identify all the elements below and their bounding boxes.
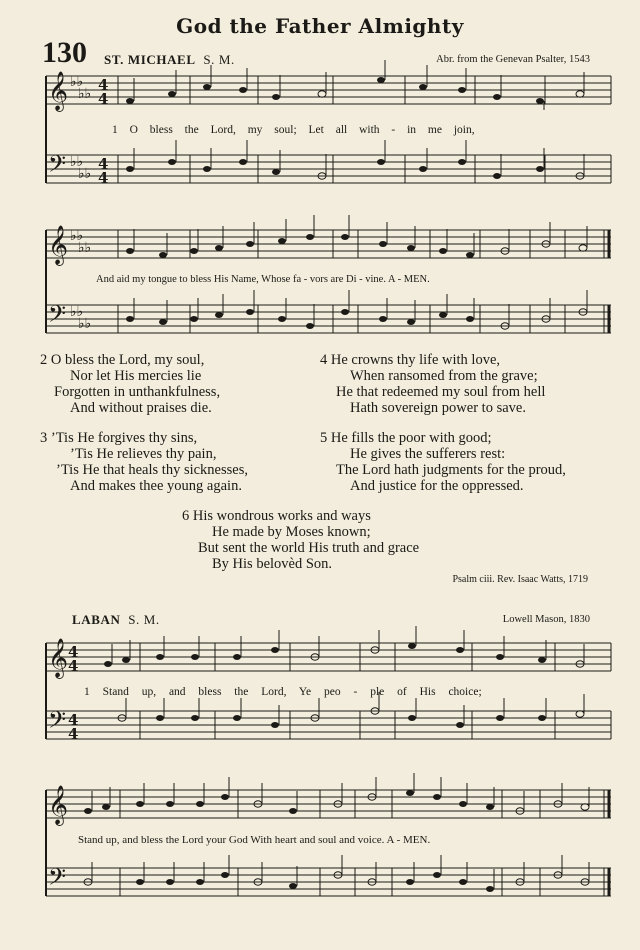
stanza-line: ’Tis He that heals thy sicknesses, — [56, 462, 248, 478]
stanza-line: He made by Moses known; — [212, 524, 371, 540]
stanza-4 — [320, 352, 545, 416]
svg-text:4: 4 — [98, 90, 109, 108]
svg-text:4: 4 — [98, 169, 109, 187]
treble-clef-icon-3: 𝄞 — [48, 638, 69, 678]
composer-attribution: Abr. from the Genevan Psalter, 1543 — [436, 54, 590, 65]
stanza-2 — [40, 352, 220, 416]
bass-staff-4 — [46, 868, 611, 896]
stanza-line: 6 His wondrous works and ways — [182, 508, 371, 524]
svg-text:♭♭: ♭♭ — [78, 240, 92, 256]
stanza-line: Hath sovereign power to save. — [350, 400, 526, 416]
stanza-line: 4 He crowns thy life with love, — [320, 352, 501, 368]
stanza-line: He that redeemed my soul from hell — [336, 384, 546, 400]
svg-text:♭♭: ♭♭ — [70, 74, 84, 90]
svg-text:♭♭: ♭♭ — [70, 154, 84, 170]
svg-text:4: 4 — [68, 725, 79, 743]
treble-clef-icon-4: 𝄞 — [48, 785, 69, 825]
composer-attribution-laban: Lowell Mason, 1830 — [502, 614, 590, 625]
hymn-number: 130 — [42, 36, 87, 69]
tune-meter: S. M. — [128, 612, 160, 627]
svg-text:4: 4 — [68, 643, 79, 661]
tune-meter: S. M. — [203, 52, 235, 67]
treble-clef-icon: 𝄞 — [48, 71, 69, 111]
stanza-line: 3 ’Tis He forgives thy sins, — [40, 430, 198, 446]
tune-name: ST. MICHAEL — [104, 52, 196, 67]
svg-text:♭♭: ♭♭ — [70, 304, 84, 320]
svg-text:4: 4 — [68, 657, 79, 675]
stanza-line: By His belovèd Son. — [212, 556, 333, 572]
lyric-line-4: Stand up, and bless the Lord your God With heart and soul and voice. A - MEN. — [78, 834, 431, 846]
stanza-line: When ransomed from the grave; — [350, 368, 538, 384]
page-title: God the Father Almighty — [176, 14, 464, 38]
stanza-line: And without praises die. — [70, 400, 212, 416]
tune-name: LABAN — [72, 612, 121, 627]
treble-clef-icon-2: 𝄞 — [48, 225, 69, 265]
lyric-line-3: 1 Stand up, and bless the Lord, Ye peo - ple of His choice; — [84, 686, 482, 698]
lyric-line-1: 1 O bless the Lord, my soul; Let all with - in me join, — [112, 124, 475, 136]
stanza-line: The Lord hath judgments for the proud, — [336, 462, 566, 478]
stanza-line: 5 He fills the poor with good; — [320, 430, 492, 446]
stanza-line: He gives the sufferers rest: — [350, 446, 506, 462]
text-source-credit: Psalm ciii. Rev. Isaac Watts, 1719 — [452, 574, 588, 585]
bass-clef-icon: 𝄢 — [48, 150, 67, 183]
stanza-line: And makes thee young again. — [70, 478, 242, 494]
svg-text:4: 4 — [98, 76, 109, 94]
svg-text:♭♭: ♭♭ — [70, 228, 84, 244]
svg-text:♭♭: ♭♭ — [78, 316, 92, 332]
stanza-6 — [182, 508, 419, 572]
stanza-line: But sent the world His truth and grace — [198, 540, 420, 556]
svg-text:♭♭: ♭♭ — [78, 166, 92, 182]
stanza-line: ’Tis He relieves thy pain, — [70, 446, 217, 462]
bass-clef-icon-4: 𝄢 — [48, 863, 67, 896]
treble-staff-4 — [46, 790, 611, 818]
stanza-3 — [40, 430, 248, 494]
bass-clef-icon-2: 𝄢 — [48, 300, 67, 333]
stanza-line: Nor let His mercies lie — [70, 368, 202, 384]
clefs-and-keys — [48, 71, 108, 187]
svg-text:♭♭: ♭♭ — [78, 86, 92, 102]
stanza-5 — [320, 430, 566, 494]
svg-text:4: 4 — [68, 711, 79, 729]
tune-heading-laban — [72, 612, 160, 628]
treble-staff-3 — [46, 643, 611, 671]
lyric-line-2: And aid my tongue to bless His Name, Whose fa - vors are Di - vine. A - MEN. — [96, 274, 430, 285]
svg-text:4: 4 — [98, 155, 109, 173]
bass-clef-icon-3: 𝄢 — [48, 706, 67, 739]
stanza-line: 2 O bless the Lord, my soul, — [40, 352, 205, 368]
bass-staff-3 — [46, 711, 611, 739]
stanza-line: And justice for the oppressed. — [350, 478, 524, 494]
stanza-line: Forgotten in unthankfulness, — [54, 384, 221, 400]
